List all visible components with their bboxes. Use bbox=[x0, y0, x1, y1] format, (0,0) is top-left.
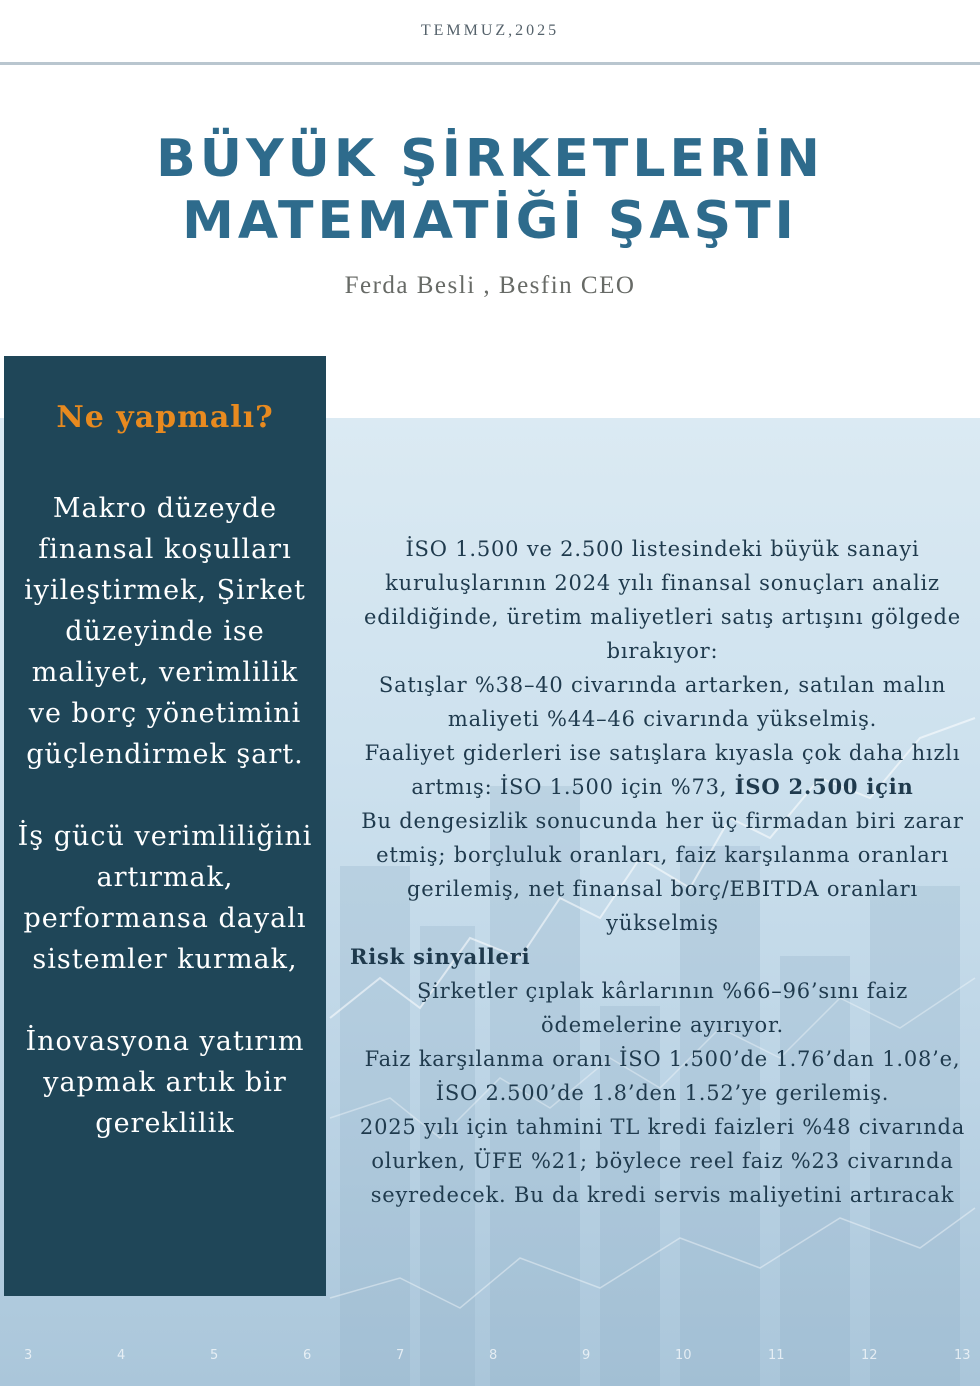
sales-paragraph: Satışlar %38–40 civarında artarken, satılan malın maliyeti %44–46 civarında yükselmiş. bbox=[378, 673, 947, 731]
intro-paragraph: İSO 1.500 ve 2.500 listesindeki büyük sanayi kuruluşlarının 2024 yılı finansal sonuçları analiz edildiğinde, üretim maliyetleri satış artışını gölgede bırakıyor: bbox=[363, 537, 962, 663]
expenses-text: Faaliyet giderleri ise satışlara kıyasla çok daha hızlı artmış: İSO 1.500 için %73, bbox=[364, 741, 961, 799]
imbalance-paragraph: Bu dengesizlik sonucunda her üç firmadan biri zarar etmiş; borçluluk oranları, faiz karşılanma oranları gerilemiş, net finansal borç/EBITDA oranları yükselmiş bbox=[361, 809, 964, 935]
bg-axis-tick: 11 bbox=[768, 1348, 785, 1363]
author-byline: Ferda Besli , Besfin CEO bbox=[344, 272, 636, 299]
sidebar-paragraph: İnovasyona yatırım yapmak artık bir gereklilik bbox=[25, 1026, 305, 1139]
bg-axis-tick: 12 bbox=[861, 1348, 878, 1363]
sidebar-panel bbox=[4, 356, 326, 1296]
risk-paragraph: Faiz karşılanma oranı İSO 1.500’de 1.76’dan 1.08’e, İSO 2.500’de 1.8’den 1.52’ye gerilemiş. bbox=[364, 1047, 961, 1105]
date-label: TEMMUZ,2025 bbox=[420, 22, 560, 39]
bg-chart-line bbox=[330, 1208, 975, 1308]
page-title bbox=[0, 128, 980, 252]
risk-heading: Risk sinyalleri bbox=[350, 944, 531, 969]
bg-axis-tick: 6 bbox=[303, 1348, 312, 1363]
bg-axis-tick: 7 bbox=[396, 1348, 405, 1363]
title-line-1: BÜYÜK ŞİRKETLERİN bbox=[156, 129, 824, 189]
main-article-text bbox=[350, 532, 975, 1212]
header-divider bbox=[0, 62, 980, 65]
bg-axis-tick: 10 bbox=[675, 1348, 692, 1363]
bg-axis-tick: 3 bbox=[24, 1348, 33, 1363]
expenses-bold-text: İSO 2.500 için bbox=[734, 774, 914, 799]
expenses-paragraph bbox=[350, 736, 975, 804]
sidebar-text bbox=[14, 488, 316, 1185]
bg-axis-labels bbox=[0, 1348, 980, 1368]
bg-axis-tick: 9 bbox=[582, 1348, 591, 1363]
bg-axis-tick: 8 bbox=[489, 1348, 498, 1363]
bg-axis-tick: 13 bbox=[954, 1348, 971, 1363]
risk-paragraph: Şirketler çıplak kârlarının %66–96’sını faiz ödemelerine ayırıyor. bbox=[416, 979, 909, 1037]
sidebar-paragraph: Makro düzeyde finansal koşulları iyileştirmek, Şirket düzeyinde ise maliyet, verimlilik ve borç yönetimini güçlendirmek şart. bbox=[24, 493, 306, 770]
title-line-2: MATEMATİĞİ ŞAŞTI bbox=[182, 191, 798, 251]
bg-axis-tick: 4 bbox=[117, 1348, 126, 1363]
sidebar-paragraph: İş gücü verimliliğini artırmak, performansa dayalı sistemler kurmak, bbox=[17, 821, 313, 975]
risk-paragraph: 2025 yılı için tahmini TL kredi faizleri %48 civarında olurken, ÜFE %21; böylece reel faiz %23 civarında seyredecek. Bu da kredi servis maliyetini artıracak bbox=[359, 1115, 966, 1207]
sidebar-heading: Ne yapmalı? bbox=[56, 400, 274, 435]
bg-axis-tick: 5 bbox=[210, 1348, 219, 1363]
